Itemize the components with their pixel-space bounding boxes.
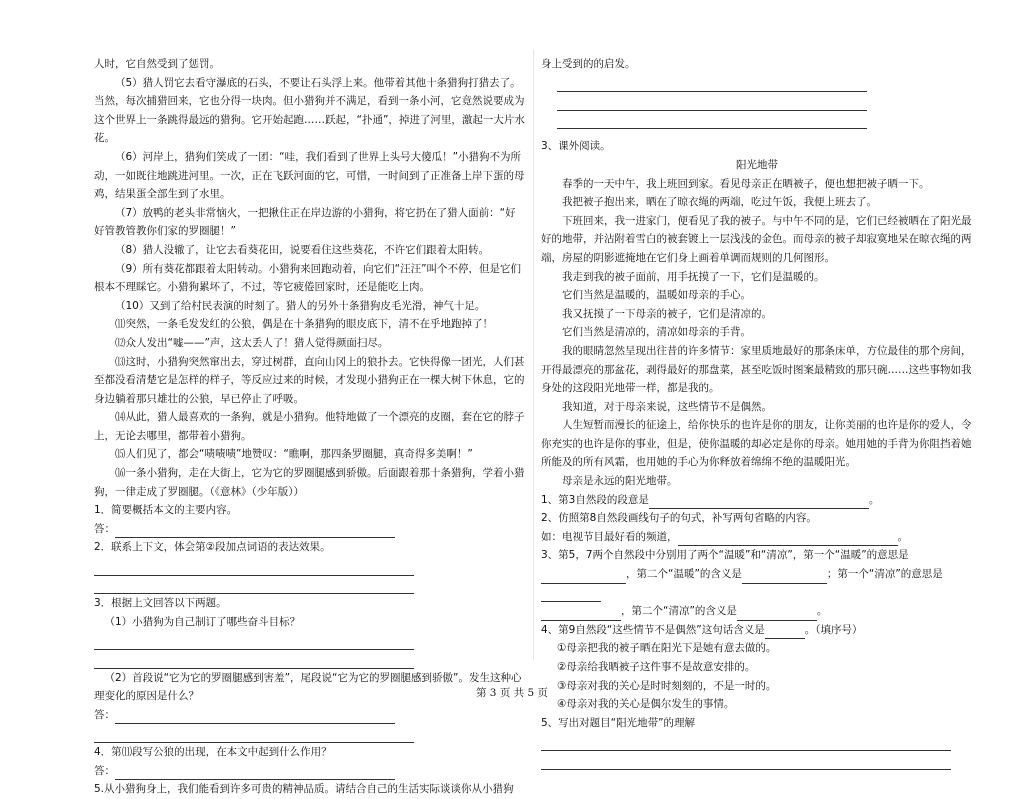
article-paragraph: 我把被子抱出来，晒在了晾衣绳的两端，吃过午饭，我便上班去了。 <box>562 196 877 209</box>
story-paragraph: 人时，它自然受到了惩罚。 <box>94 58 220 70</box>
question-label: 1、第3自然段的段意是 <box>541 493 649 506</box>
article-paragraph: 下班回来，我一进家门，便看见了我的被子。与中午不同的是，它们已经被晒在了阳光最好的地带，并沾附着雪白的被套镀上一层浅浅的金色。而母亲的被子却寂寞地呆在晾衣绳的两端，房屋的阴影遮掩地在它们身上画着单调而规则的几何图形。 <box>541 214 972 264</box>
question-label: 2、仿照第8自然段画线句子的句式，补写两句省略的内容。 <box>541 512 817 525</box>
article-paragraph: 母亲是永远的阳光地带。 <box>562 475 678 488</box>
question-text: 1．简要概括本文的主要内容。 <box>94 504 238 517</box>
article-paragraph: 我知道，对于母亲来说，这些情节不是偶然。 <box>562 400 772 413</box>
answer-blank[interactable] <box>115 525 395 538</box>
answer-row <box>541 74 973 93</box>
answer-blank[interactable] <box>557 98 867 111</box>
story-paragraph: （8）猎人没辙了，让它去看葵花田，说要看住这些葵花，不许它们跟着太阳转。 <box>115 243 490 256</box>
story-paragraph: ⒁从此，猎人最喜欢的一条狗，就是小猎狗。他特地做了一个漂亮的皮圈，套在它的脖子上，无论去哪里，都带着小猎狗。 <box>94 411 525 442</box>
article-paragraph: 我又抚摸了一下母亲的被子，它们是清凉的。 <box>562 307 772 320</box>
answer-row <box>94 520 526 539</box>
answer-label: 答： <box>94 522 115 535</box>
question-label: 4、第9自然段“这些情节不是偶然”这句话含义是 <box>541 623 765 636</box>
question-label: ③母亲对我的关心是时时刻刻的，不是一时的。 <box>557 679 777 692</box>
answer-blank[interactable] <box>541 757 951 770</box>
answer-blank[interactable] <box>94 656 414 669</box>
question-text <box>541 491 973 510</box>
question-text <box>541 509 973 528</box>
story-paragraph: ⒂人们见了，都会“啧啧啧”地赞叹：“瞧啊，那四条罗圈腿，真奇得多美啊！” <box>115 448 473 461</box>
answer-blank[interactable] <box>649 496 869 509</box>
story-paragraph: ⒀这时，小猎狗突然窜出去，穿过树群，直向山冈上的狼扑去。它快得像一团光，人们甚至都没看清楚它是怎样的样子，等反应过来的时候，才发现小猎狗正在一棵大树下休息，它的身边躺着那只雄壮的公狼，早已停止了呼吸。 <box>94 355 525 405</box>
question-text <box>541 714 973 733</box>
story-paragraph: （7）放鸭的老头非常恼火，一把揪住正在岸边游的小猎狗，将它扔在了猎人面前：“好好管教管教你们家的罗圈腿！” <box>94 206 516 238</box>
section-title: 3、课外阅读。 <box>541 140 611 153</box>
answer-blank[interactable] <box>115 711 395 724</box>
story-paragraph: （6）河岸上，猎狗们笑成了一团：“哇，我们看到了世界上头号大傻瓜！”小猎狗不为所动，一如既往地跳进河里。一次，正在飞跃河面的它，可惜，一时间到了正准备上岸下蛋的母鸡，结果蛋全部生到了水里。 <box>94 150 525 201</box>
answer-row <box>94 650 526 669</box>
question-text <box>541 621 973 640</box>
article-paragraph: 人生短暂而漫长的征途上，给你快乐的也许是你的朋友，让你美丽的也许是你的爱人，令你充实的也许是你的事业，但是，使你温暖的却必定是你的母亲。她用她的手背为你阻挡着她所能及的所有风霜，也用她的手心为你释放着绵绵不绝的温暖阳光。 <box>541 419 972 469</box>
answer-blank[interactable] <box>94 730 414 743</box>
continued-question-text: 身上受到的的启发。 <box>541 58 636 70</box>
answer-label: 答： <box>94 708 115 721</box>
question-label: ②母亲给我晒被子这件事不是故意安排的。 <box>557 661 756 673</box>
answer-blank[interactable] <box>742 571 827 584</box>
answer-blank[interactable] <box>737 608 817 621</box>
story-paragraph: （10）又到了给村民表演的时刻了。猎人的另外十条猎狗皮毛光滑，神气十足。 <box>115 299 486 312</box>
answer-blank[interactable] <box>115 767 395 780</box>
question-text <box>541 639 973 658</box>
question-label: ，第二个“清凉”的含义是 <box>621 605 737 618</box>
answer-blank[interactable] <box>557 116 867 129</box>
question-text: 4．第⑾段写公狼的出现，在本文中起到什么作用？ <box>94 745 332 758</box>
article-paragraph: 我走到我的被子面前，用手抚摸了一下，它们是温暖的。 <box>562 270 825 283</box>
question-text <box>541 658 973 677</box>
answer-blank[interactable] <box>765 626 805 639</box>
question-suffix: 。（填序号） <box>804 623 863 636</box>
answer-row <box>541 732 973 751</box>
question-suffix: ；第一个“清凉”的意思是 <box>826 568 943 581</box>
answer-row <box>94 557 526 576</box>
answer-row <box>541 751 973 770</box>
question-text <box>541 546 973 565</box>
question-suffix: 。 <box>868 493 880 506</box>
answer-blank[interactable] <box>557 79 867 92</box>
article-paragraph: 我的眼睛忽然呈现出往昔的许多情节：家里质地最好的那条床单，方位最佳的那个房间，开得最漂亮的那盆花，剥得最好的那盘菜，甚至吃饭时图案最精致的那只碗……这些事物如我身处的这段阳光地带一样，都是我的。 <box>541 344 972 395</box>
answer-blank[interactable] <box>541 738 951 751</box>
question-text: 5.从小猎狗身上，我们能看到许多可贵的精神品质。请结合自己的生活实际谈谈你从小猎狗 <box>94 783 514 796</box>
answer-blank[interactable] <box>541 608 621 621</box>
article-paragraph: 它们当然是清凉的，清凉如母亲的手背。 <box>562 326 751 339</box>
question-text <box>541 602 973 621</box>
question-text <box>541 528 973 547</box>
spacer <box>541 129 973 137</box>
story-paragraph: （5）猎人罚它去看守瀑底的石头，不要让石头浮上来。他带着其他十条猎狗打猎去了。当然，每次捕猎回来，它也分得一块肉。但小猎狗并不满足，看到一条小河，它竟然说要成为这个世界上一条跳得最远的猎狗。它开始起跑……跃起，“扑通”，掉进了河里，激起一大片水花。 <box>94 76 525 145</box>
answer-blank[interactable] <box>94 581 414 594</box>
question-label: ①母亲把我的被子晒在阳光下是她有意去做的。 <box>557 642 777 655</box>
question-label: ，第二个“温暖”的含义是 <box>626 568 742 581</box>
answer-row <box>94 576 526 595</box>
article-paragraph: 它们当然是温暖的，温暖如母亲的手心。 <box>562 289 751 302</box>
question-suffix: 。 <box>816 605 828 618</box>
right-column <box>541 55 973 770</box>
answer-row <box>541 111 973 130</box>
question-label: 3、第5，7两个自然段中分别用了两个“温暖”和“清凉”，第一个“温暖”的意思是 <box>541 549 909 562</box>
question-text: 2．联系上下文，体会第②段加点词语的表达效果。 <box>94 541 331 554</box>
answer-row <box>94 724 526 743</box>
answer-blank[interactable] <box>94 637 414 650</box>
article-title: 阳光地带 <box>736 158 778 171</box>
answer-row <box>94 762 526 781</box>
column-divider <box>533 50 534 660</box>
answer-blank[interactable] <box>541 571 626 584</box>
article-paragraph: 春季的一天中午，我上班回到家。看见母亲正在晒被子，便也想把被子晒一下。 <box>562 177 930 190</box>
question-label: ④母亲对我的关心是偶尔发生的事情。 <box>557 698 735 711</box>
question-suffix: 。 <box>897 530 908 543</box>
question-text: （2）首段说“它为它的罗圈腿感到害羞”，尾段说“它为它的罗圈腿感到骄傲”。发生这种心理变化的原因是什么？ <box>94 671 522 703</box>
story-paragraph: ⑾突然，一条毛发发红的公狼，偶是在十条猎狗的眼皮底下，清不在乎地跑掉了！ <box>115 318 493 331</box>
answer-label: 答： <box>94 764 115 777</box>
question-text: 3．根据上文回答以下两题。 <box>94 597 227 610</box>
answer-blank[interactable] <box>94 563 414 576</box>
story-paragraph: ⑿众人发出“嘘——”声，这太丢人了！猎人觉得颜面扫尽。 <box>115 336 389 349</box>
question-text <box>541 565 973 602</box>
answer-blank[interactable] <box>678 533 898 546</box>
answer-row <box>541 92 973 111</box>
story-paragraph: （9）所有葵花都跟着太阳转动。小猎狗来回跑动着，向它们“汪汪”叫个不停，但是它们根本不理睬它。小猎狗累坏了，不过，等它疲倦回家时，还是能吃上肉。 <box>94 262 522 294</box>
question-text: （1）小猎狗为自己制订了哪些奋斗目标？ <box>104 615 301 628</box>
page-footer: 第 3 页 共 5 页 <box>475 687 549 699</box>
question-label: 如：电视节目最好看的频道， <box>541 530 678 543</box>
answer-row <box>94 631 526 650</box>
story-paragraph: ⒃一条小猎狗，走在大街上，它为它的罗圈腿感到骄傲。后面跟着那十条猎狗，学着小猎狗，一律走成了罗圈腿。（《意林》（少年版）） <box>94 467 525 498</box>
question-label: 5、写出对题目“阳光地带”的理解 <box>541 716 696 729</box>
answer-blank[interactable] <box>541 589 601 602</box>
